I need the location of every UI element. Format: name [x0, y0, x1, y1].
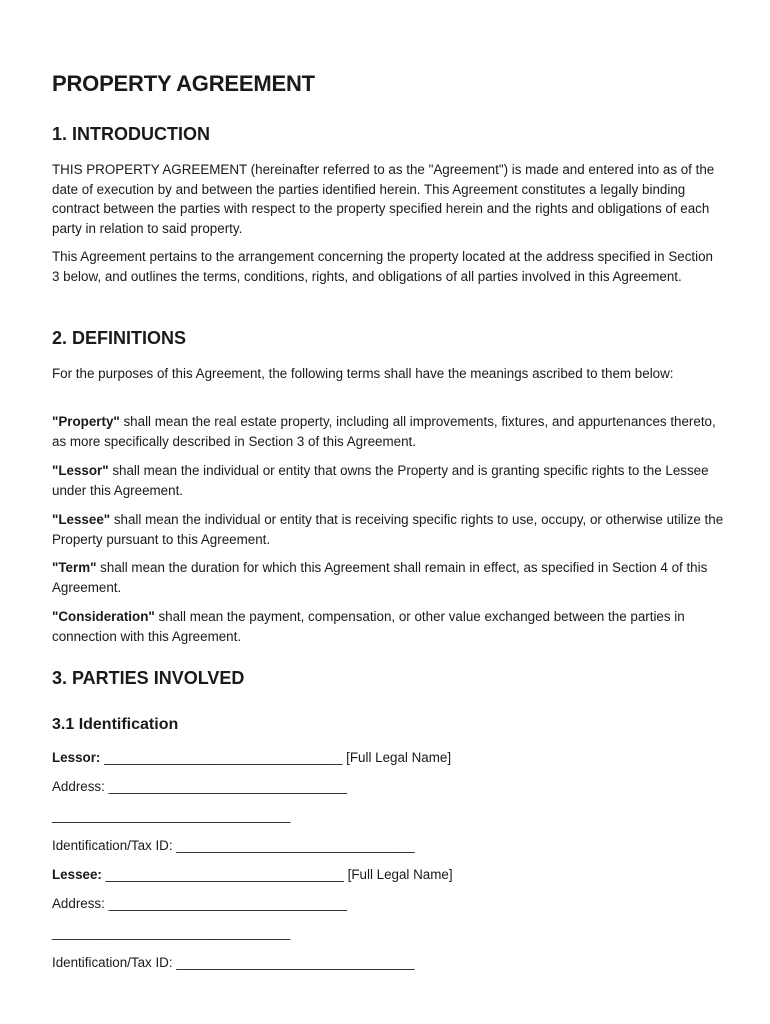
lessor-id-label: Identification/Tax ID: — [52, 838, 177, 853]
definitions-intro: For the purposes of this Agreement, the following terms shall have the meanings ascribed to them below: — [52, 366, 674, 381]
lessee-address-blank: ________________________________ — [108, 896, 347, 911]
lessee-address-line — [52, 894, 347, 914]
definition-text: shall mean the individual or entity that is receiving specific rights to use, occupy, or otherwise utilize the Property pursuant to this Agreement. — [52, 512, 724, 547]
lessor-id-line — [52, 836, 415, 856]
definition-term: "Lessee" — [52, 512, 111, 527]
definition-term-duration — [52, 558, 724, 597]
document-title: PROPERTY AGREEMENT — [52, 71, 315, 96]
lessee-address-line-2: ________________________________ — [52, 925, 291, 940]
section-heading-definitions: 2. DEFINITIONS — [52, 328, 187, 348]
lessor-address-blank: ________________________________ — [108, 779, 347, 794]
lessee-id-line — [52, 953, 415, 973]
lessor-name-blank: ________________________________ [Full Legal Name] — [100, 750, 452, 765]
introduction-paragraph-2: This Agreement pertains to the arrangement concerning the property located at the address specified in Section 3 below, and outlines the terms, conditions, rights, and obligations of all parties involved in this Agreement. — [52, 249, 713, 284]
lessee-id-label: Identification/Tax ID: — [52, 955, 177, 970]
definition-text: shall mean the individual or entity that owns the Property and is granting specific rights to the Lessee under this Agreement. — [52, 463, 709, 498]
lessee-label: Lessee: — [52, 867, 102, 882]
definition-term: "Consideration" — [52, 609, 155, 624]
section-heading-parties: 3. PARTIES INVOLVED — [52, 668, 245, 688]
subsection-heading-identification: 3.1 Identification — [52, 716, 179, 733]
definition-text: shall mean the payment, compensation, or other value exchanged between the parties in connection with this Agreement. — [52, 609, 685, 644]
lessee-id-blank: ________________________________ — [176, 955, 415, 970]
definition-term: "Term" — [52, 560, 97, 575]
definition-text: shall mean the duration for which this Agreement shall remain in effect, as specified in Section 4 of this Agreement. — [52, 560, 708, 595]
lessor-address-line — [52, 777, 347, 797]
section-heading-introduction: 1. INTRODUCTION — [52, 124, 211, 144]
lessor-name-line — [52, 748, 451, 768]
definition-text: shall mean the real estate property, including all improvements, fixtures, and appurtenances thereto, as more specifically described in Section 3 of this Agreement. — [52, 414, 716, 449]
lessor-label: Lessor: — [52, 750, 101, 765]
lessee-address-label: Address: — [52, 896, 109, 911]
lessor-id-blank: ________________________________ — [176, 838, 415, 853]
definition-term: "Lessor" — [52, 463, 109, 478]
definition-consideration — [52, 607, 724, 646]
definition-lessor — [52, 461, 724, 500]
definition-lessee — [52, 510, 724, 549]
lessee-name-line — [52, 865, 453, 885]
definition-property — [52, 412, 724, 451]
definition-term: "Property" — [52, 414, 120, 429]
lessor-address-line-2: ________________________________ — [52, 808, 291, 823]
lessor-address-label: Address: — [52, 779, 109, 794]
introduction-paragraph-1: THIS PROPERTY AGREEMENT (hereinafter referred to as the "Agreement") is made and entered into as of the date of execution by and between the parties identified herein. This Agreement constitutes a legally binding contract between the parties with respect to the property specified herein and the rights and obligations of each party in relation to said property. — [52, 162, 715, 236]
lessee-name-blank: ________________________________ [Full Legal Name] — [101, 867, 453, 882]
